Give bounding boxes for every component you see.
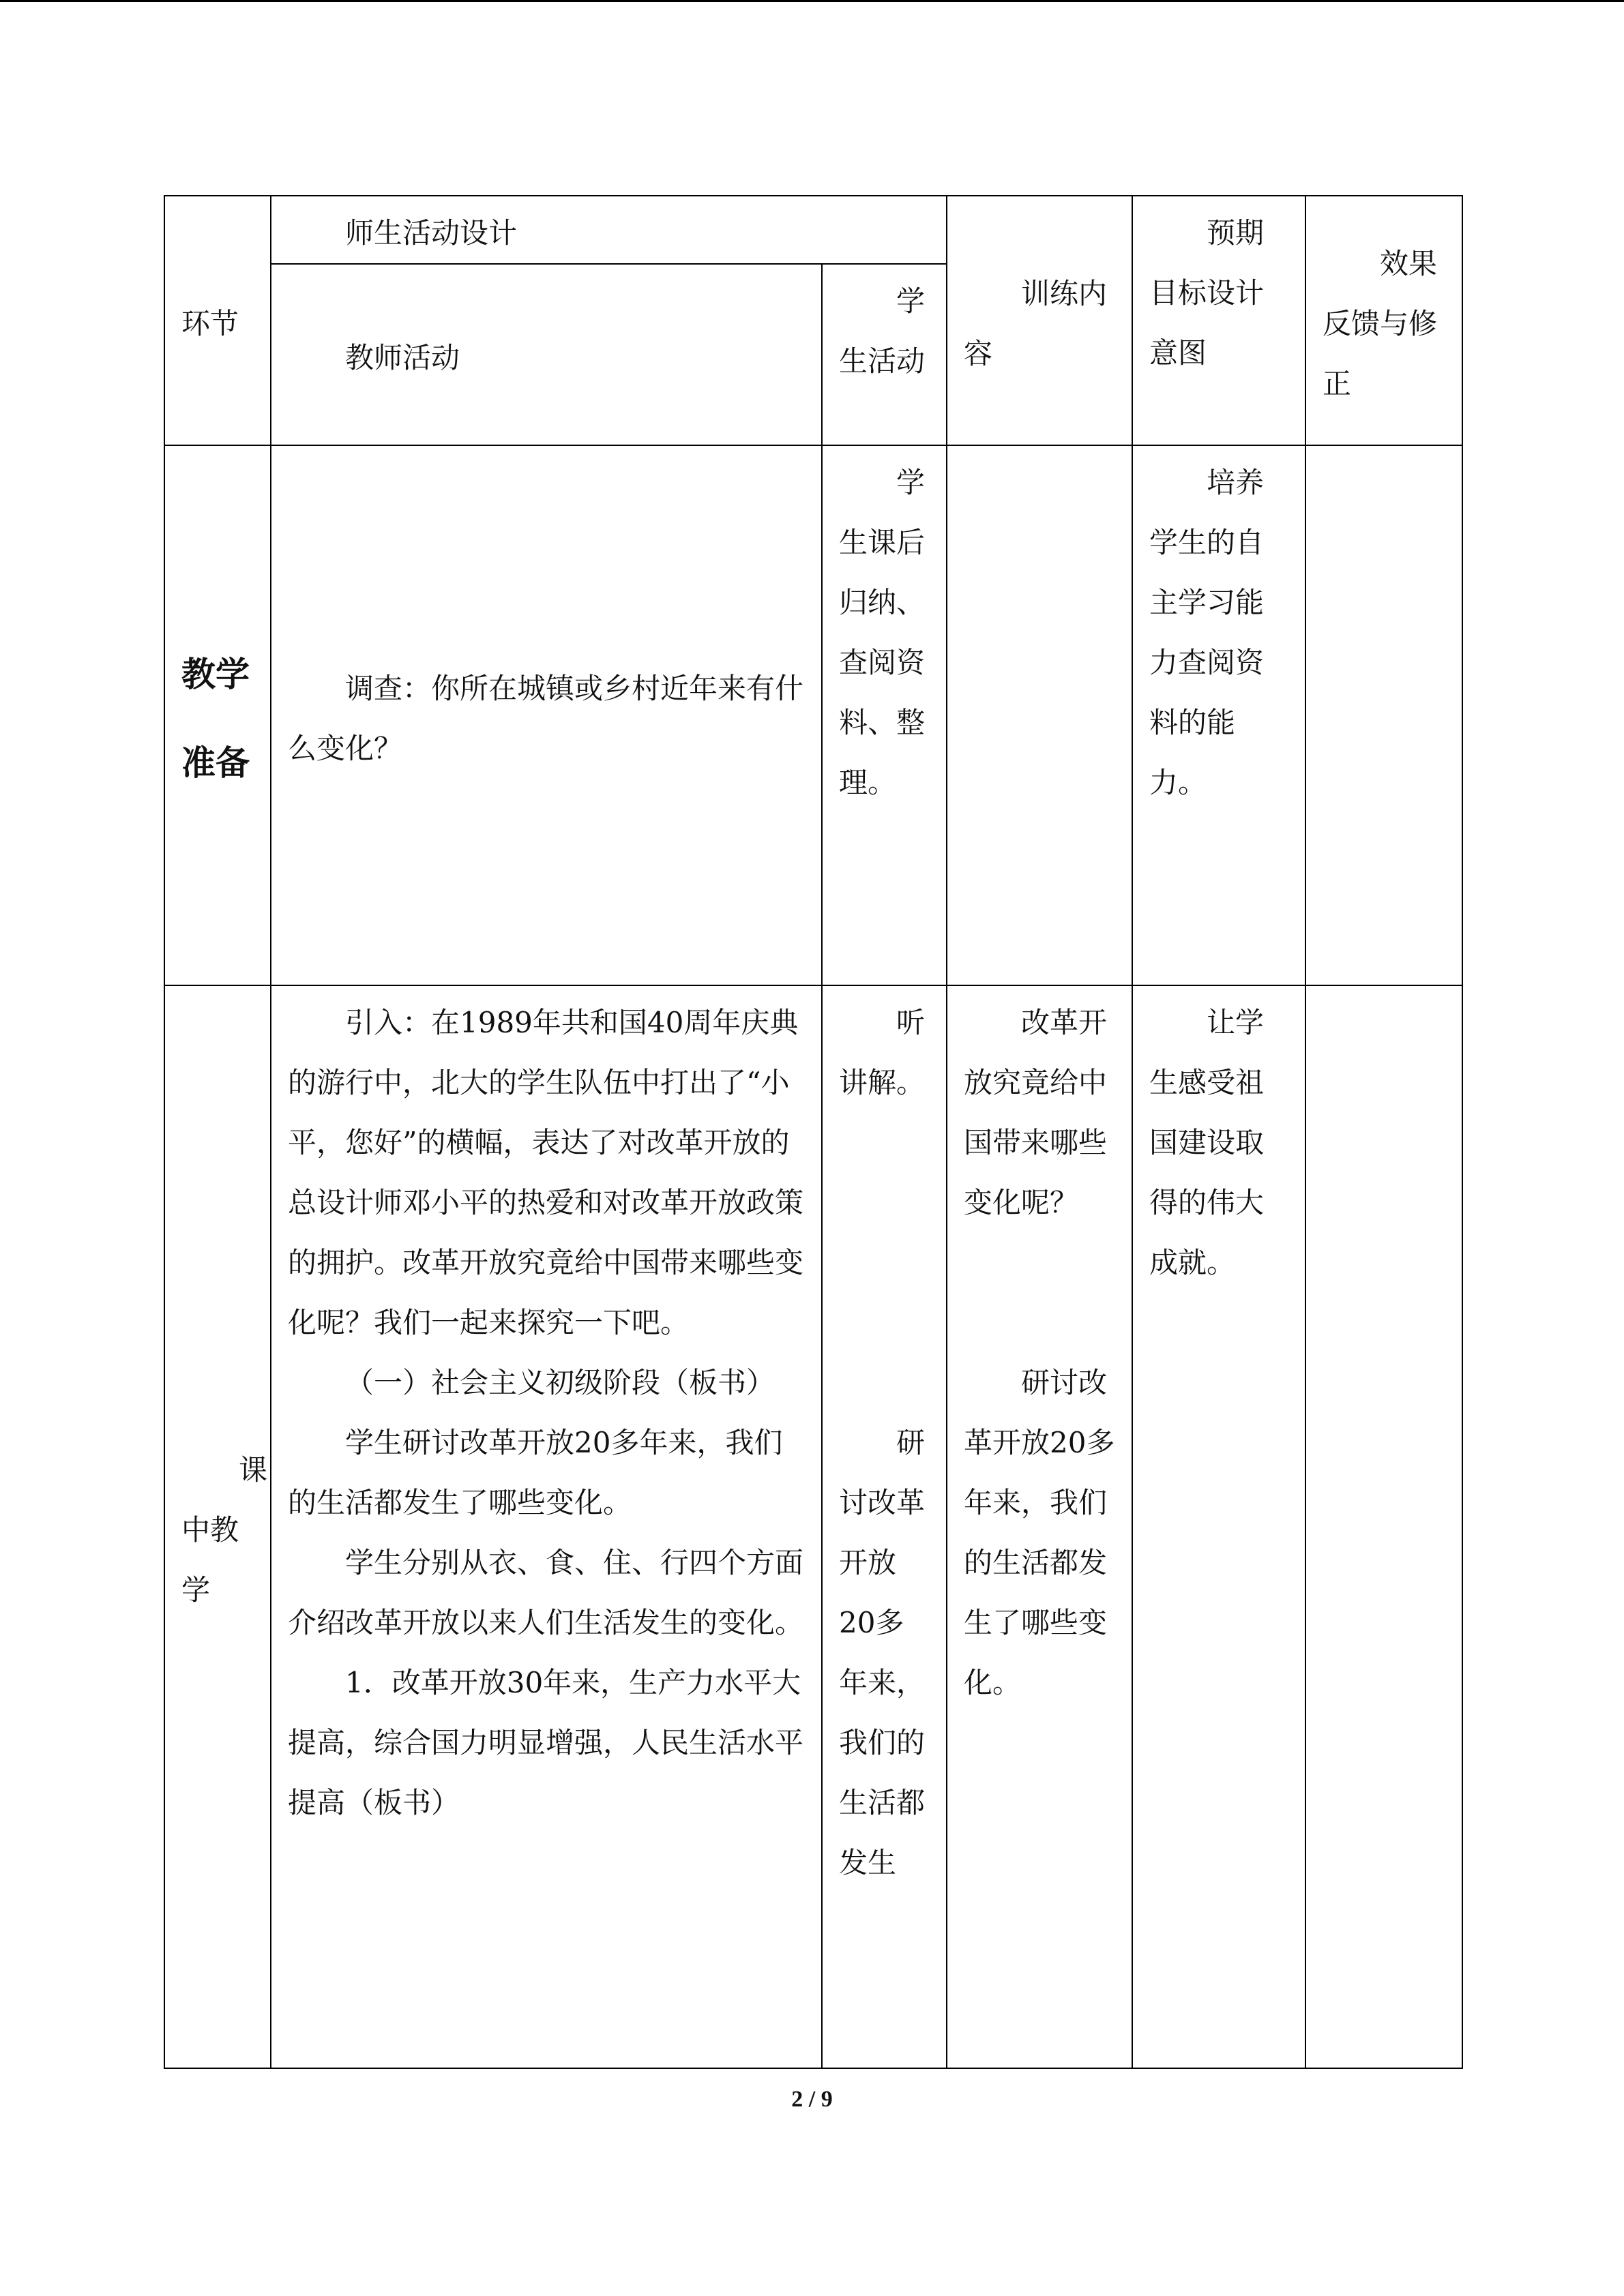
prep-student-cell [822, 445, 947, 985]
prep-teacher-cell [271, 445, 822, 985]
header-stage: 环节 [181, 307, 239, 340]
prep-student-text: 学生课后归纳、查阅资料、整理。 [839, 466, 926, 799]
header-student-activity: 学生活动 [839, 284, 926, 378]
class-teacher-cell [271, 985, 822, 2068]
prep-feedback-text [1306, 446, 1462, 453]
header-expected-goal: 预期目标设计意图 [1149, 216, 1265, 370]
header-feedback-cell [1305, 196, 1462, 445]
header-stage-cell [164, 196, 271, 445]
class-feedback-cell [1305, 985, 1462, 2068]
page-number: 2 / 9 [791, 2087, 833, 2112]
class-goal-text: 让学生感受祖国建设取得的伟大成就。 [1149, 1006, 1265, 1279]
class-teacher-discussion: 学生研讨改革开放20多年来，我们的生活都发生了哪些变化。 [288, 1426, 783, 1519]
class-goal-cell [1132, 985, 1305, 2068]
lesson-plan-table [164, 195, 1463, 2069]
prep-feedback-cell [1305, 445, 1462, 985]
header-goal-cell [1132, 196, 1305, 445]
header-feedback: 效果反馈与修正 [1323, 247, 1438, 400]
prep-training-cell [947, 445, 1132, 985]
header-training-content: 训练内容 [964, 277, 1108, 370]
class-training-content [947, 986, 1132, 1713]
class-training-discuss: 研讨改革开放20多年来，我们的生活都发生了哪些变化。 [964, 1366, 1115, 1699]
class-training-question: 改革开放究竟给中国带来哪些变化呢？ [964, 1006, 1108, 1219]
prep-training-text [947, 446, 1132, 453]
class-teacher-intro: 引入：在1989年共和国40周年庆典的游行中，北大的学生队伍中打出了“小平，您好”的横幅，表达了对改革开放的总设计师邓小平的热爱和对改革开放政策的拥护。改革开放究竟给中国带来哪些变化呢？我们一起来探究一下吧。 [288, 1006, 804, 1339]
header-design-group-cell [271, 196, 947, 264]
class-student-content [823, 986, 946, 1893]
class-student-cell [822, 985, 947, 2068]
class-teacher-content [271, 986, 821, 1833]
header-student-cell [822, 264, 947, 445]
prep-stage-label: 教学准备 [181, 654, 250, 783]
class-stage-label: 课中教学 [181, 1453, 268, 1607]
class-teacher-section-1: （一）社会主义初级阶段（板书） [345, 1366, 776, 1399]
header-teacher-activity: 教师活动 [345, 341, 460, 374]
prep-stage-cell [164, 445, 271, 985]
class-student-listen: 听讲解。 [839, 1006, 926, 1099]
class-teacher-point-1: 1．改革开放30年来，生产力水平大提高，综合国力明显增强，人民生活水平提高（板书） [288, 1666, 804, 1819]
prep-teacher-text: 调查：你所在城镇或乡村近年来有什么变化？ [288, 672, 804, 765]
class-student-discuss: 研讨改革开放20多年来，我们的生活都发生 [839, 1426, 926, 1879]
prep-goal-text: 培养学生的自主学习能力查阅资料的能力。 [1149, 466, 1265, 799]
header-training-cell [947, 196, 1132, 445]
class-training-cell [947, 985, 1132, 2068]
top-border-line [0, 0, 1624, 2]
class-stage-cell [164, 985, 271, 2068]
class-feedback-text [1306, 986, 1462, 993]
class-teacher-aspects: 学生分别从衣、食、住、行四个方面介绍改革开放以来人们生活发生的变化。 [288, 1546, 804, 1639]
prep-goal-cell [1132, 445, 1305, 985]
header-teacher-cell [271, 264, 822, 445]
header-design-group: 师生活动设计 [345, 216, 518, 250]
